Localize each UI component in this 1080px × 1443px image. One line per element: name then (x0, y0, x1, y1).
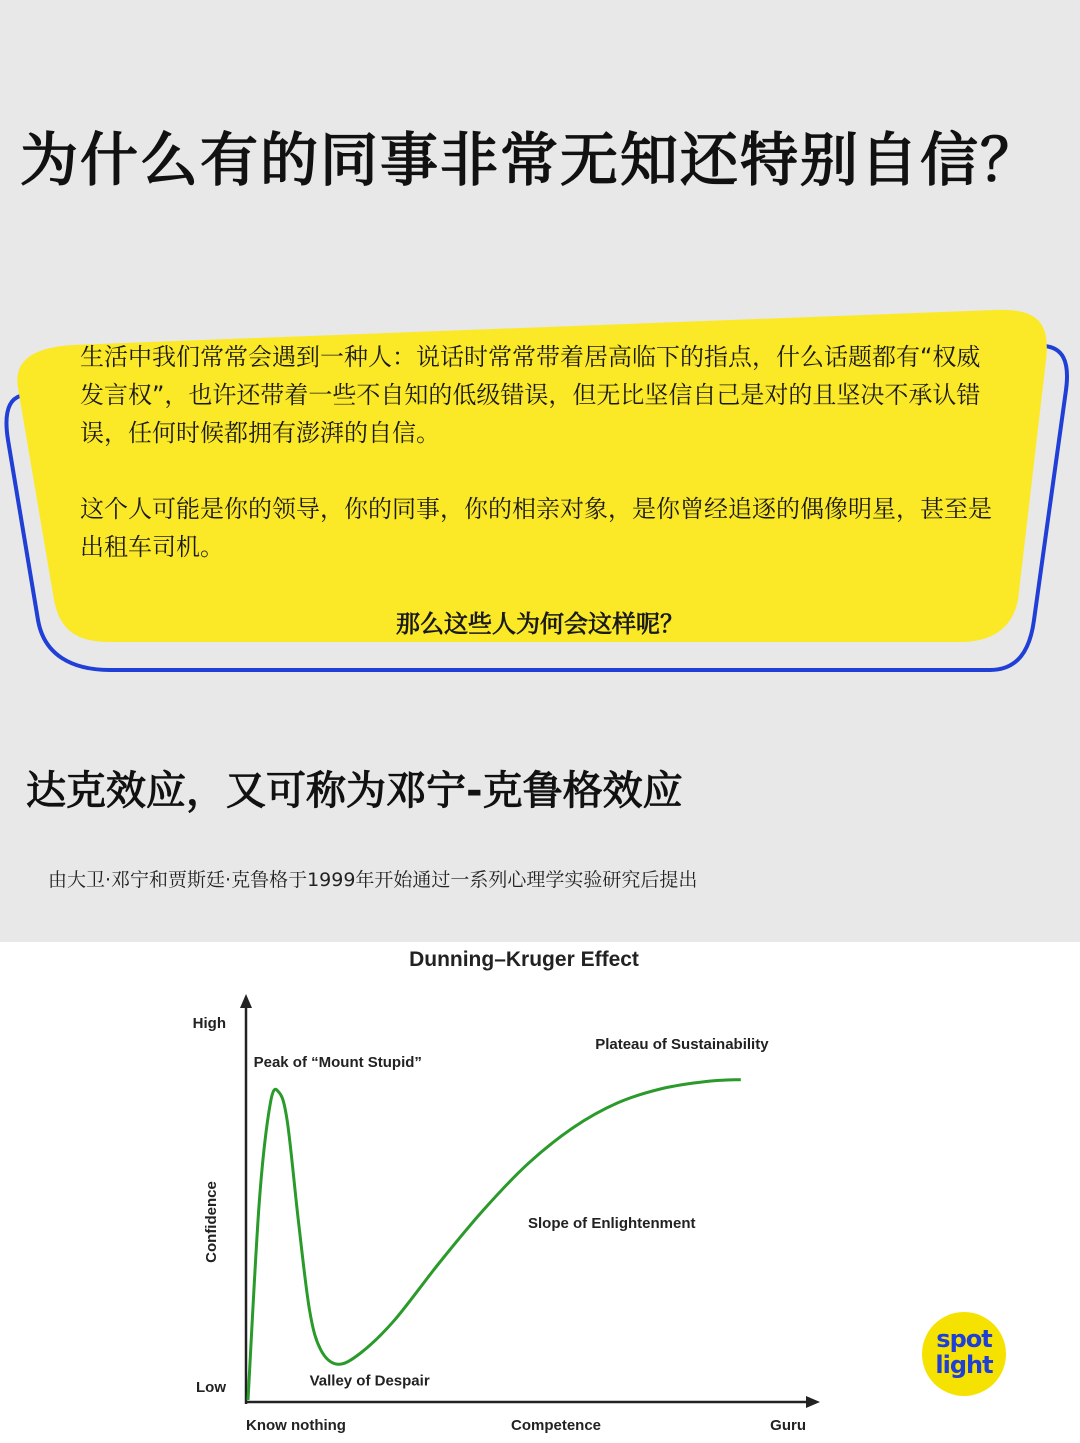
y-axis-arrow (240, 994, 252, 1008)
section-subtitle: 由大卫·邓宁和贾斯廷·克鲁格于1999年开始通过一系列心理学实验研究后提出 (48, 869, 698, 891)
card-paragraph: 生活中我们常常会遇到一种人：说话时常常带着居高临下的指点，什么话题都有“权威发言权”，也许还带着一些不自知的低级错误，但无比坚信自己是对的且坚决不承认错误，任何时候都拥有澎湃的自信。 (80, 343, 981, 447)
dunning-kruger-chart (0, 942, 1080, 1443)
annotation-layer (254, 1036, 770, 1390)
x-axis-label: Competence (510, 1417, 602, 1434)
x-axis-arrow (806, 1396, 820, 1408)
logo-line: light (935, 1351, 993, 1379)
chart-annotation: Slope of Enlightenment (528, 1215, 696, 1233)
x-tick-label-left: Know nothing (246, 1417, 346, 1434)
chart-annotation: Plateau of Sustainability (595, 1036, 769, 1054)
chart-title: Dunning–Kruger Effect (409, 948, 639, 971)
confidence-curve-line (248, 1080, 741, 1400)
card-body (80, 338, 1000, 566)
spotlight-logo (922, 1312, 1006, 1396)
chart-annotation: Peak of “Mount Stupid” (253, 1054, 422, 1072)
card-question: 那么这些人为何会这样呢？ (396, 610, 684, 638)
y-tick-label-low: Low (196, 1379, 226, 1396)
section-title: 达克效应，又可称为邓宁-克鲁格效应 (26, 768, 683, 814)
y-tick-label-high: High (192, 1015, 226, 1032)
logo-line: spot (936, 1325, 992, 1353)
x-tick-label-right: Guru (770, 1417, 806, 1434)
curve-layer (248, 1080, 741, 1400)
card-paragraph: 这个人可能是你的领导，你的同事，你的相亲对象，是你曾经追逐的偶像明星，甚至是出租车司机。 (80, 495, 992, 561)
page-title: 为什么有的同事非常无知还特别自信？ (20, 126, 1041, 194)
chart-panel (0, 942, 1080, 1443)
chart-annotation: Valley of Despair (309, 1372, 430, 1390)
y-axis-label: Confidence (203, 1181, 220, 1263)
